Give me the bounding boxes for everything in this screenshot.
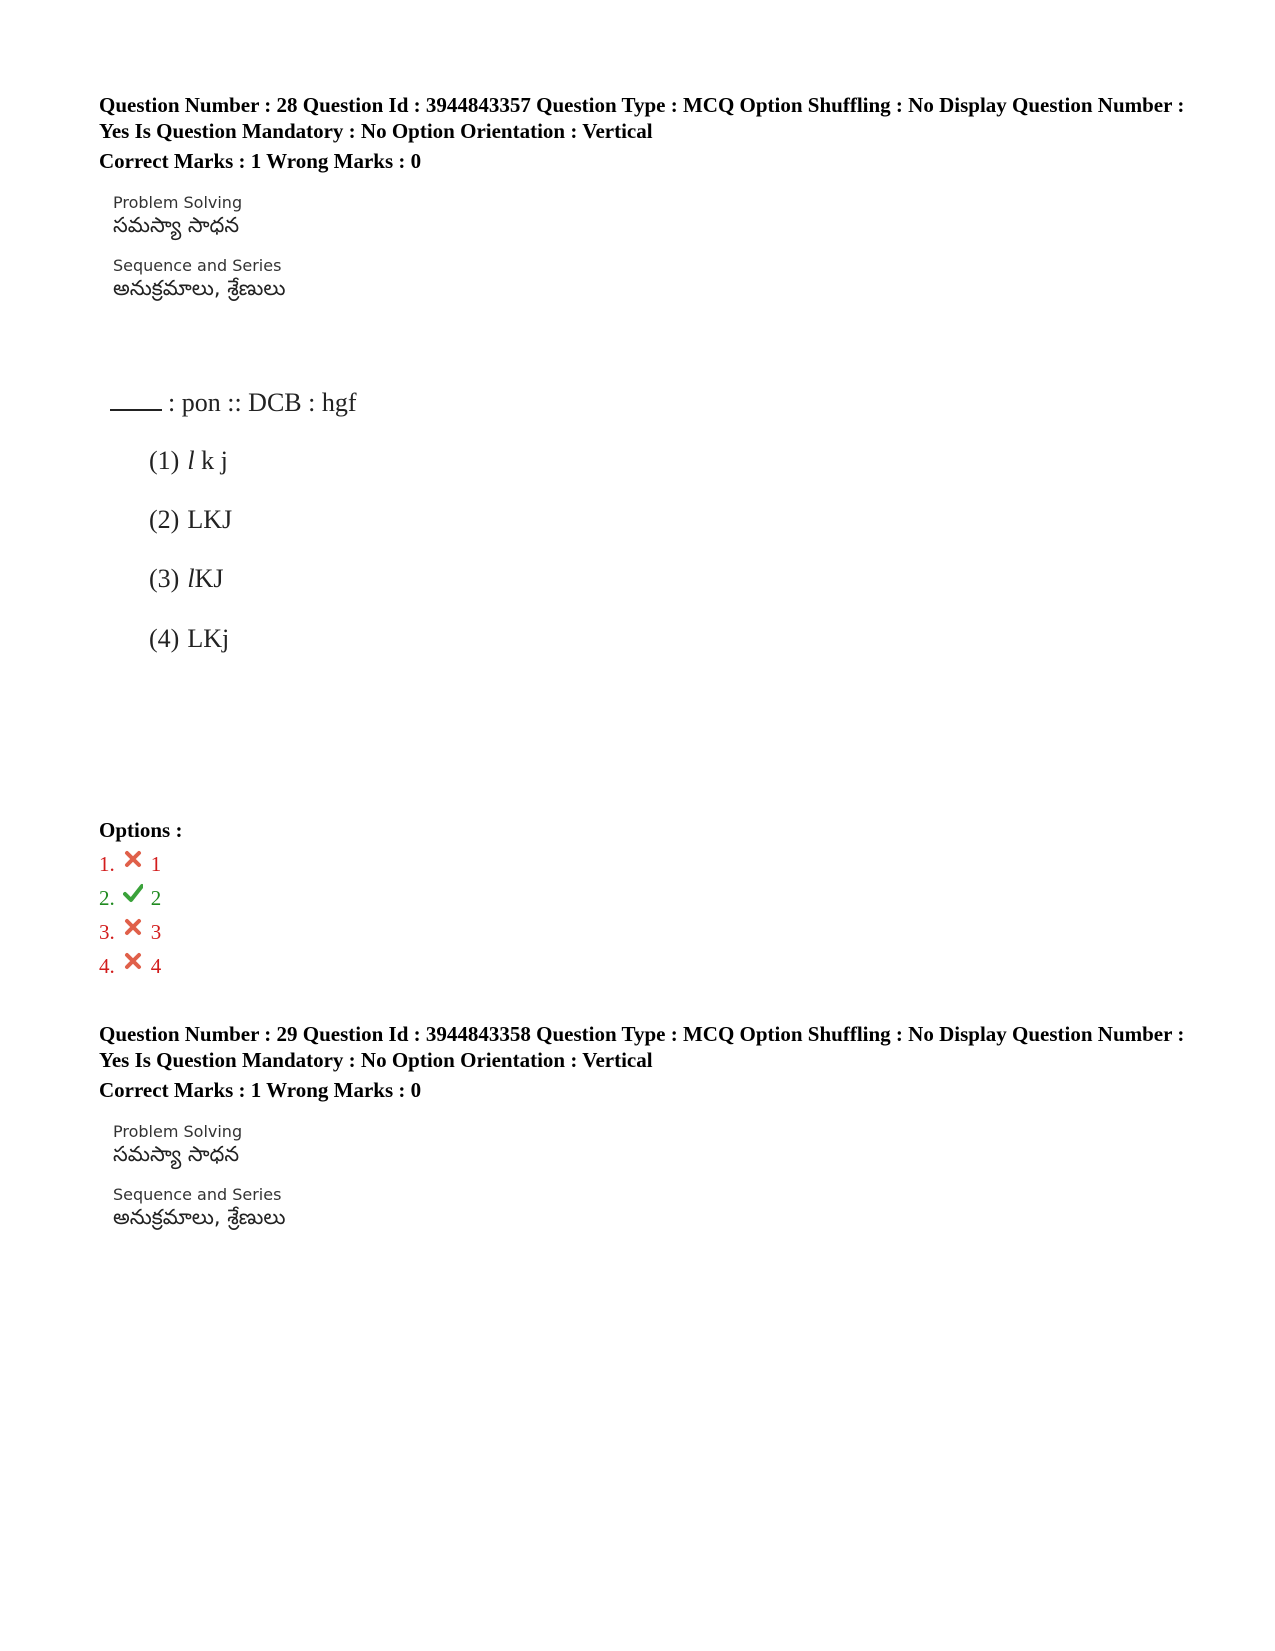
option-index: 2. xyxy=(99,886,115,910)
category-label-telugu: అనుక్రమాలు, శ్రేణులు xyxy=(113,276,286,300)
option-row xyxy=(99,852,161,877)
category-label-telugu: సమస్యా సాధన xyxy=(113,213,240,237)
cross-icon xyxy=(123,917,143,937)
choice-number: (1) xyxy=(149,446,180,475)
question-header: Question Number : 28 Question Id : 3944843357 Question Type : MCQ Option Shuffling : No Display Question Number : Yes Is Question Mandatory : No Option Orientation : Vertical xyxy=(99,93,1185,143)
category-label-telugu: అనుక్రమాలు, శ్రేణులు xyxy=(113,1205,286,1229)
category-label: Problem Solving xyxy=(113,1122,243,1141)
choice-number: (4) xyxy=(149,624,180,653)
option-value: 4 xyxy=(150,954,162,978)
option-index: 4. xyxy=(99,954,115,978)
category-label: Sequence and Series xyxy=(113,1185,282,1204)
choice-item xyxy=(149,446,228,476)
answer-blank xyxy=(110,389,162,411)
question-stem xyxy=(110,388,357,418)
stem-text: : pon :: DCB : hgf xyxy=(168,388,357,417)
question-header: Question Number : 29 Question Id : 3944843358 Question Type : MCQ Option Shuffling : No Display Question Number : Yes Is Question Mandatory : No Option Orientation : Vertical xyxy=(99,1022,1185,1072)
option-value: 3 xyxy=(150,920,162,944)
choice-italic-part: l xyxy=(187,446,195,475)
option-value: 2 xyxy=(150,886,162,910)
category-label: Problem Solving xyxy=(113,193,243,212)
cross-icon xyxy=(123,849,143,869)
choice-text: LKj xyxy=(187,624,230,653)
check-icon xyxy=(123,883,143,903)
option-row xyxy=(99,954,161,979)
choice-number: (2) xyxy=(149,505,180,534)
option-value: 1 xyxy=(150,852,162,876)
option-index: 1. xyxy=(99,852,115,876)
cross-icon xyxy=(123,951,143,971)
option-row xyxy=(99,886,161,911)
option-index: 3. xyxy=(99,920,115,944)
marks-line: Correct Marks : 1 Wrong Marks : 0 xyxy=(99,1078,422,1102)
choice-item xyxy=(149,564,223,594)
category-label: Sequence and Series xyxy=(113,256,282,275)
choice-text: LKJ xyxy=(187,505,233,534)
choice-number: (3) xyxy=(149,564,180,593)
marks-line: Correct Marks : 1 Wrong Marks : 0 xyxy=(99,149,422,173)
category-label-telugu: సమస్యా సాధన xyxy=(113,1142,240,1166)
choice-item xyxy=(149,624,229,654)
choice-italic-part: l xyxy=(187,564,195,593)
choice-text: KJ xyxy=(194,564,224,593)
options-heading: Options : xyxy=(99,818,183,842)
choice-text: k j xyxy=(194,446,228,475)
choice-item xyxy=(149,505,232,535)
option-row xyxy=(99,920,161,945)
